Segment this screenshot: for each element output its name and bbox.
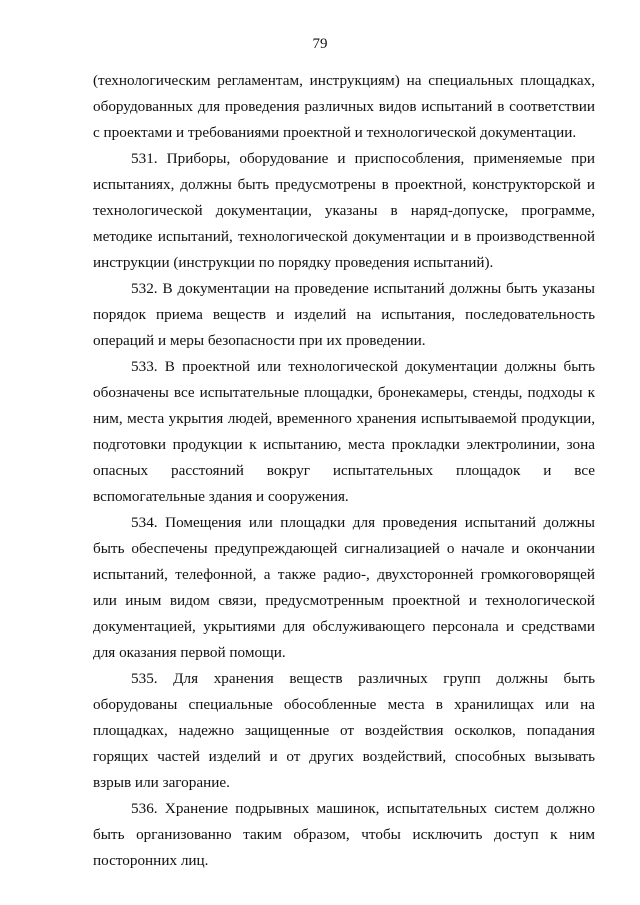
paragraph-535: 535. Для хранения веществ различных групп должны быть оборудованы специальные обособленные места в хранилищах или на площадках, надежно защищенные от воздействия осколков, попадания горящих частей изделий и от других воздействий, способных вызывать взрыв или загорание. bbox=[93, 670, 595, 791]
page-number: 79 bbox=[312, 36, 328, 52]
paragraph-532: 532. В документации на проведение испытаний должны быть указаны порядок приема веществ и изделий на испытания, последовательность операций и меры безопасности при их проведении. bbox=[93, 280, 595, 349]
paragraph-continuation: (технологическим регламентам, инструкциям) на специальных площадках, оборудованных для проведения различных видов испытаний в соответствии с проектами и требованиями проектной и технологической документации. bbox=[93, 72, 595, 141]
paragraph-534: 534. Помещения или площадки для проведения испытаний должны быть обеспечены предупреждающей сигнализацией о начале и окончании испытаний, телефонной, а также радио-, двухсторонней громкоговорящей или иным видом связи, предусмотренным проектной и технологической документацией, укрытиями для обслуживающего персонала и средствами для оказания первой помощи. bbox=[93, 514, 595, 661]
paragraph-533: 533. В проектной или технологической документации должны быть обозначены все испытательные площадки, бронекамеры, стенды, подходы к ним, места укрытия людей, временного хранения испытываемой продукции, подготовки продукции к испытанию, места прокладки электролинии, зона опасных расстояний вокруг испытательных площадок и все вспомогательные здания и сооружения. bbox=[93, 358, 595, 505]
paragraph-531: 531. Приборы, оборудование и приспособления, применяемые при испытаниях, должны быть предусмотрены в проектной, конструкторской и технологической документации, указаны в наряд-допуске, программе, методике испытаний, технологической документации и в производственной инструкции (инструкции по порядку проведения испытаний). bbox=[93, 150, 595, 271]
paragraph-536: 536. Хранение подрывных машинок, испытательных систем должно быть организованно таким образом, чтобы исключить доступ к ним посторонних лиц. bbox=[93, 800, 595, 869]
document-body bbox=[93, 68, 595, 874]
